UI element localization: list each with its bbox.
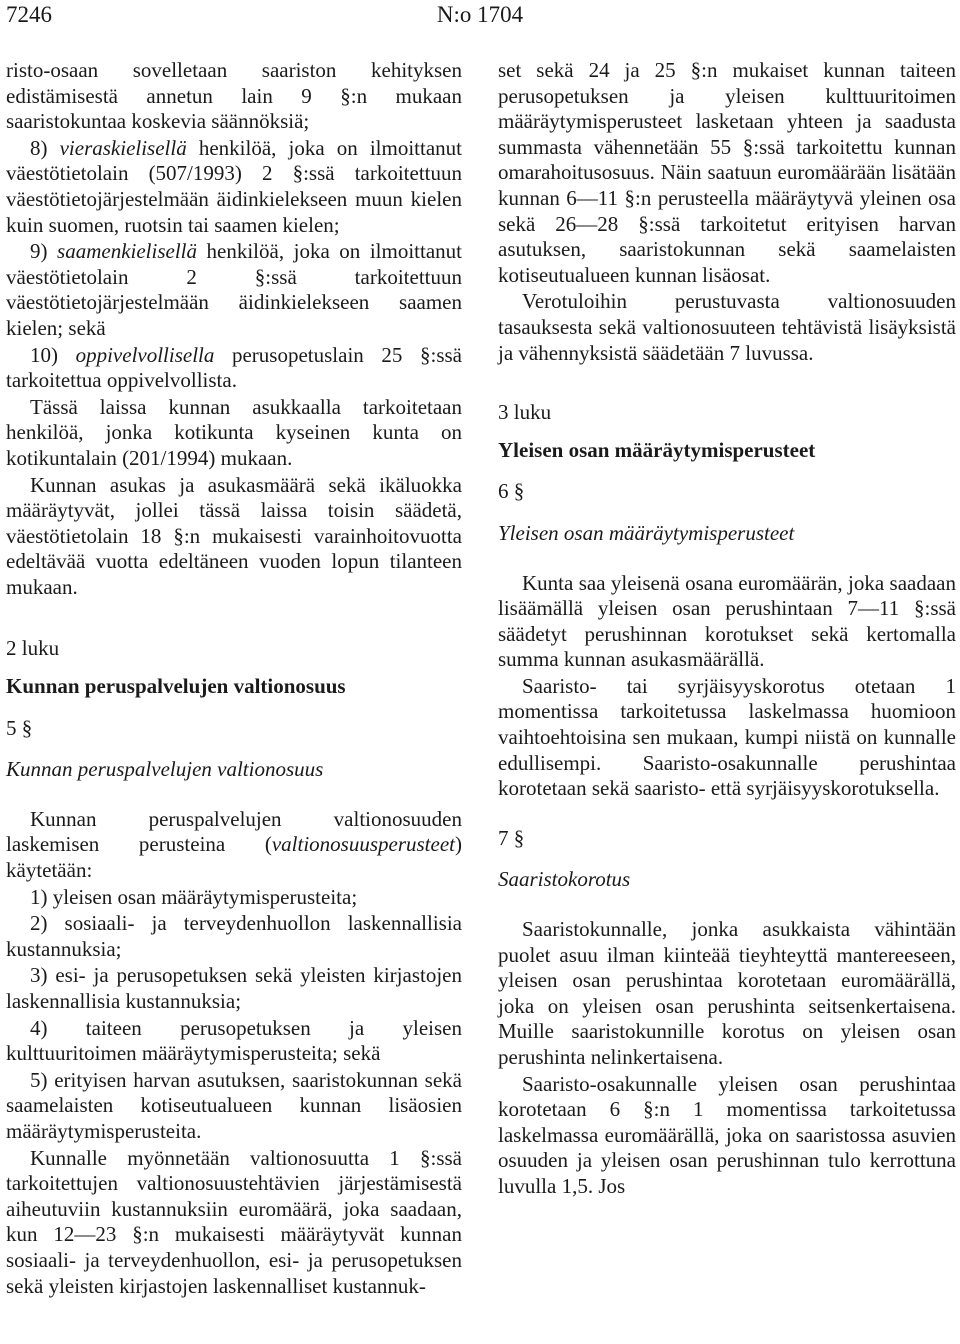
paragraph-resident: Tässä laissa kunnan asukkaalla tarkoitetaan henkilöä, jonka kotikunta kyseinen kunta on kotikuntalain (201/1994) mukaan. <box>6 394 462 470</box>
paragraph-tax-equalization: Verotuloihin perustuvasta valtionosuuden tasauksesta sekä valtionosuuteen tehtävistä lisäyksistä ja vähennyksistä säädetään 7 luvussa. <box>498 289 956 365</box>
paragraph-continuation: set sekä 24 ja 25 §:n mukaiset kunnan taiteen perusopetuksen ja yleisen kulttuuritoimen määräytymisperusteet lasketaan yhteen ja saadusta summasta vähennetään 55 §:ssä tarkoitettu kunnan omarahoitusosuus. Näin saatuun euromäärään lisätään kunnan 6—11 §:n perusteella määräytyvä yleinen osa sekä 26—28 §:ssä tarkoitetut erityisen harvan asutuksen, saaristokunnan sekä saamelaisten kotiseutualueen kunnan lisäosat. <box>498 58 956 287</box>
page-number: 7246 <box>6 2 52 27</box>
page-header <box>0 0 960 34</box>
section-title: Kunnan peruspalvelujen valtionosuus <box>6 757 324 782</box>
defined-term: vieraskielisellä <box>59 135 187 160</box>
defined-term: oppivelvollisella <box>75 342 215 367</box>
paragraph-section5-intro: Kunnan peruspalvelujen valtionosuuden laskemisen perusteina (valtionosuusperusteet) käytetään: <box>6 806 462 883</box>
definition-item-8: 8) vieraskielisellä henkilöä, joka on ilmoittanut väestötietolain (507/1993) 2 §:ssä tarkoitettuun väestötietojärjestelmään äidinkielekseen muun kielen kuin suomen, ruotsin tai saamen kielen; <box>6 135 462 237</box>
paragraph-resident-count: Kunnan asukas ja asukasmäärä sekä ikäluokka määräytyvät, jollei tässä laissa toisin säädetä, väestötietolain 18 §:n mukaisesti varainhoitovuotta edeltävää vuotta edeltäneen vuoden lopun tilanteen mukaan. <box>6 472 462 599</box>
section-number: 6 § <box>498 479 525 504</box>
list-item-5: 5) erityisen harvan asutuksen, saaristokunnan sekä saamelaisten kotiseutualueen kunnan lisäosien määräytymisperusteita. <box>6 1067 462 1143</box>
chapter-label: 2 luku <box>6 636 60 661</box>
list-item-4: 4) taiteen perusopetuksen ja yleisen kulttuuritoimen määräytymisperusteita; sekä <box>6 1015 462 1066</box>
chapter-title: Kunnan peruspalvelujen valtionosuus <box>6 674 346 699</box>
right-column <box>498 58 956 1200</box>
list-item-1: 1) yleisen osan määräytymisperusteita; <box>30 884 358 909</box>
paragraph-continuation: risto-osaan sovelletaan saariston kehityksen edistämisestä annetun lain 9 §:n mukaan saaristokuntaa koskevia säännöksiä; <box>6 58 462 134</box>
left-column <box>6 58 462 1299</box>
paragraph-section6-second: Saaristo- tai syrjäisyyskorotus otetaan 1 momentissa tarkoitetussa laskelmassa huomioon vaihtoehtoisina sen mukaan, kumpi niistä on kunnalle edullisempi. Saaristo-osakunnalle perushintaa korotetaan sekä saaristo- että syrjäisyyskorotuksella. <box>498 673 956 801</box>
definition-item-9: 9) saamenkielisellä henkilöä, joka on ilmoittanut väestötietolain 2 §:ssä tarkoitettuun väestötietojärjestelmään äidinkielekseen saamen kielen; sekä <box>6 239 462 340</box>
section-number: 5 § <box>6 715 33 740</box>
paragraph-section6-first: Kunta saa yleisenä osana euromäärän, joka saadaan lisäämällä yleisen osan perushintaan 7—11 §:ssä säädetyt perushinnan korotukset sekä kertomalla summa kunnan asukasmäärällä. <box>498 570 956 672</box>
definition-item-10: 10) oppivelvollisella perusopetuslain 25 §:ssä tarkoitettua oppivelvollista. <box>6 342 462 393</box>
chapter-title: Yleisen osan määräytymisperusteet <box>498 437 816 462</box>
defined-term: valtionosuusperusteet <box>271 832 455 857</box>
section-title: Saaristokorotus <box>498 867 631 892</box>
chapter-label: 3 luku <box>498 400 552 425</box>
defined-term: saamenkielisellä <box>57 239 197 264</box>
document-number: N:o 1704 <box>436 2 524 27</box>
paragraph-section5-second: Kunnalle myönnetään valtionosuutta 1 §:ssä tarkoitettujen valtionosuustehtävien järjestämisestä aiheutuviin kustannuksiin euromäärä, joka saadaan, kun 12—23 §:n mukaisesti määräytyvät kunnan sosiaali- ja terveydenhuollon, esi- ja perusopetuksen sekä yleisten kirjastojen laskennalliset kustannuk- <box>6 1145 462 1298</box>
paragraph-section7-second: Saaristo-osakunnalle yleisen osan perushintaa korotetaan 6 §:n 1 momentissa tarkoitetussa laskelmassa euromäärällä, joka on saaristossa asuvien osuuden ja yleisen osan perushinnan tulo kerrottuna luvulla 1,5. Jos <box>498 1071 956 1198</box>
list-item-3: 3) esi- ja perusopetuksen sekä yleisten kirjastojen laskennallisia kustannuksia; <box>6 963 462 1013</box>
section-title: Yleisen osan määräytymisperusteet <box>498 520 795 545</box>
list-item-2: 2) sosiaali- ja terveydenhuollon laskennallisia kustannuksia; <box>6 911 462 961</box>
paragraph-section7-first: Saaristokunnalle, jonka asukkaista vähintään puolet asuu ilman kiinteää tieyhteyttä mantereeseen, yleisen osan perushintaa korotetaan euromäärällä, joka on yleisen osan perushinta seitsenkertaisena. Muille saaristokunnille korotus on yleisen osan perushinta nelinkertaisena. <box>498 917 956 1069</box>
section-number: 7 § <box>498 825 525 850</box>
